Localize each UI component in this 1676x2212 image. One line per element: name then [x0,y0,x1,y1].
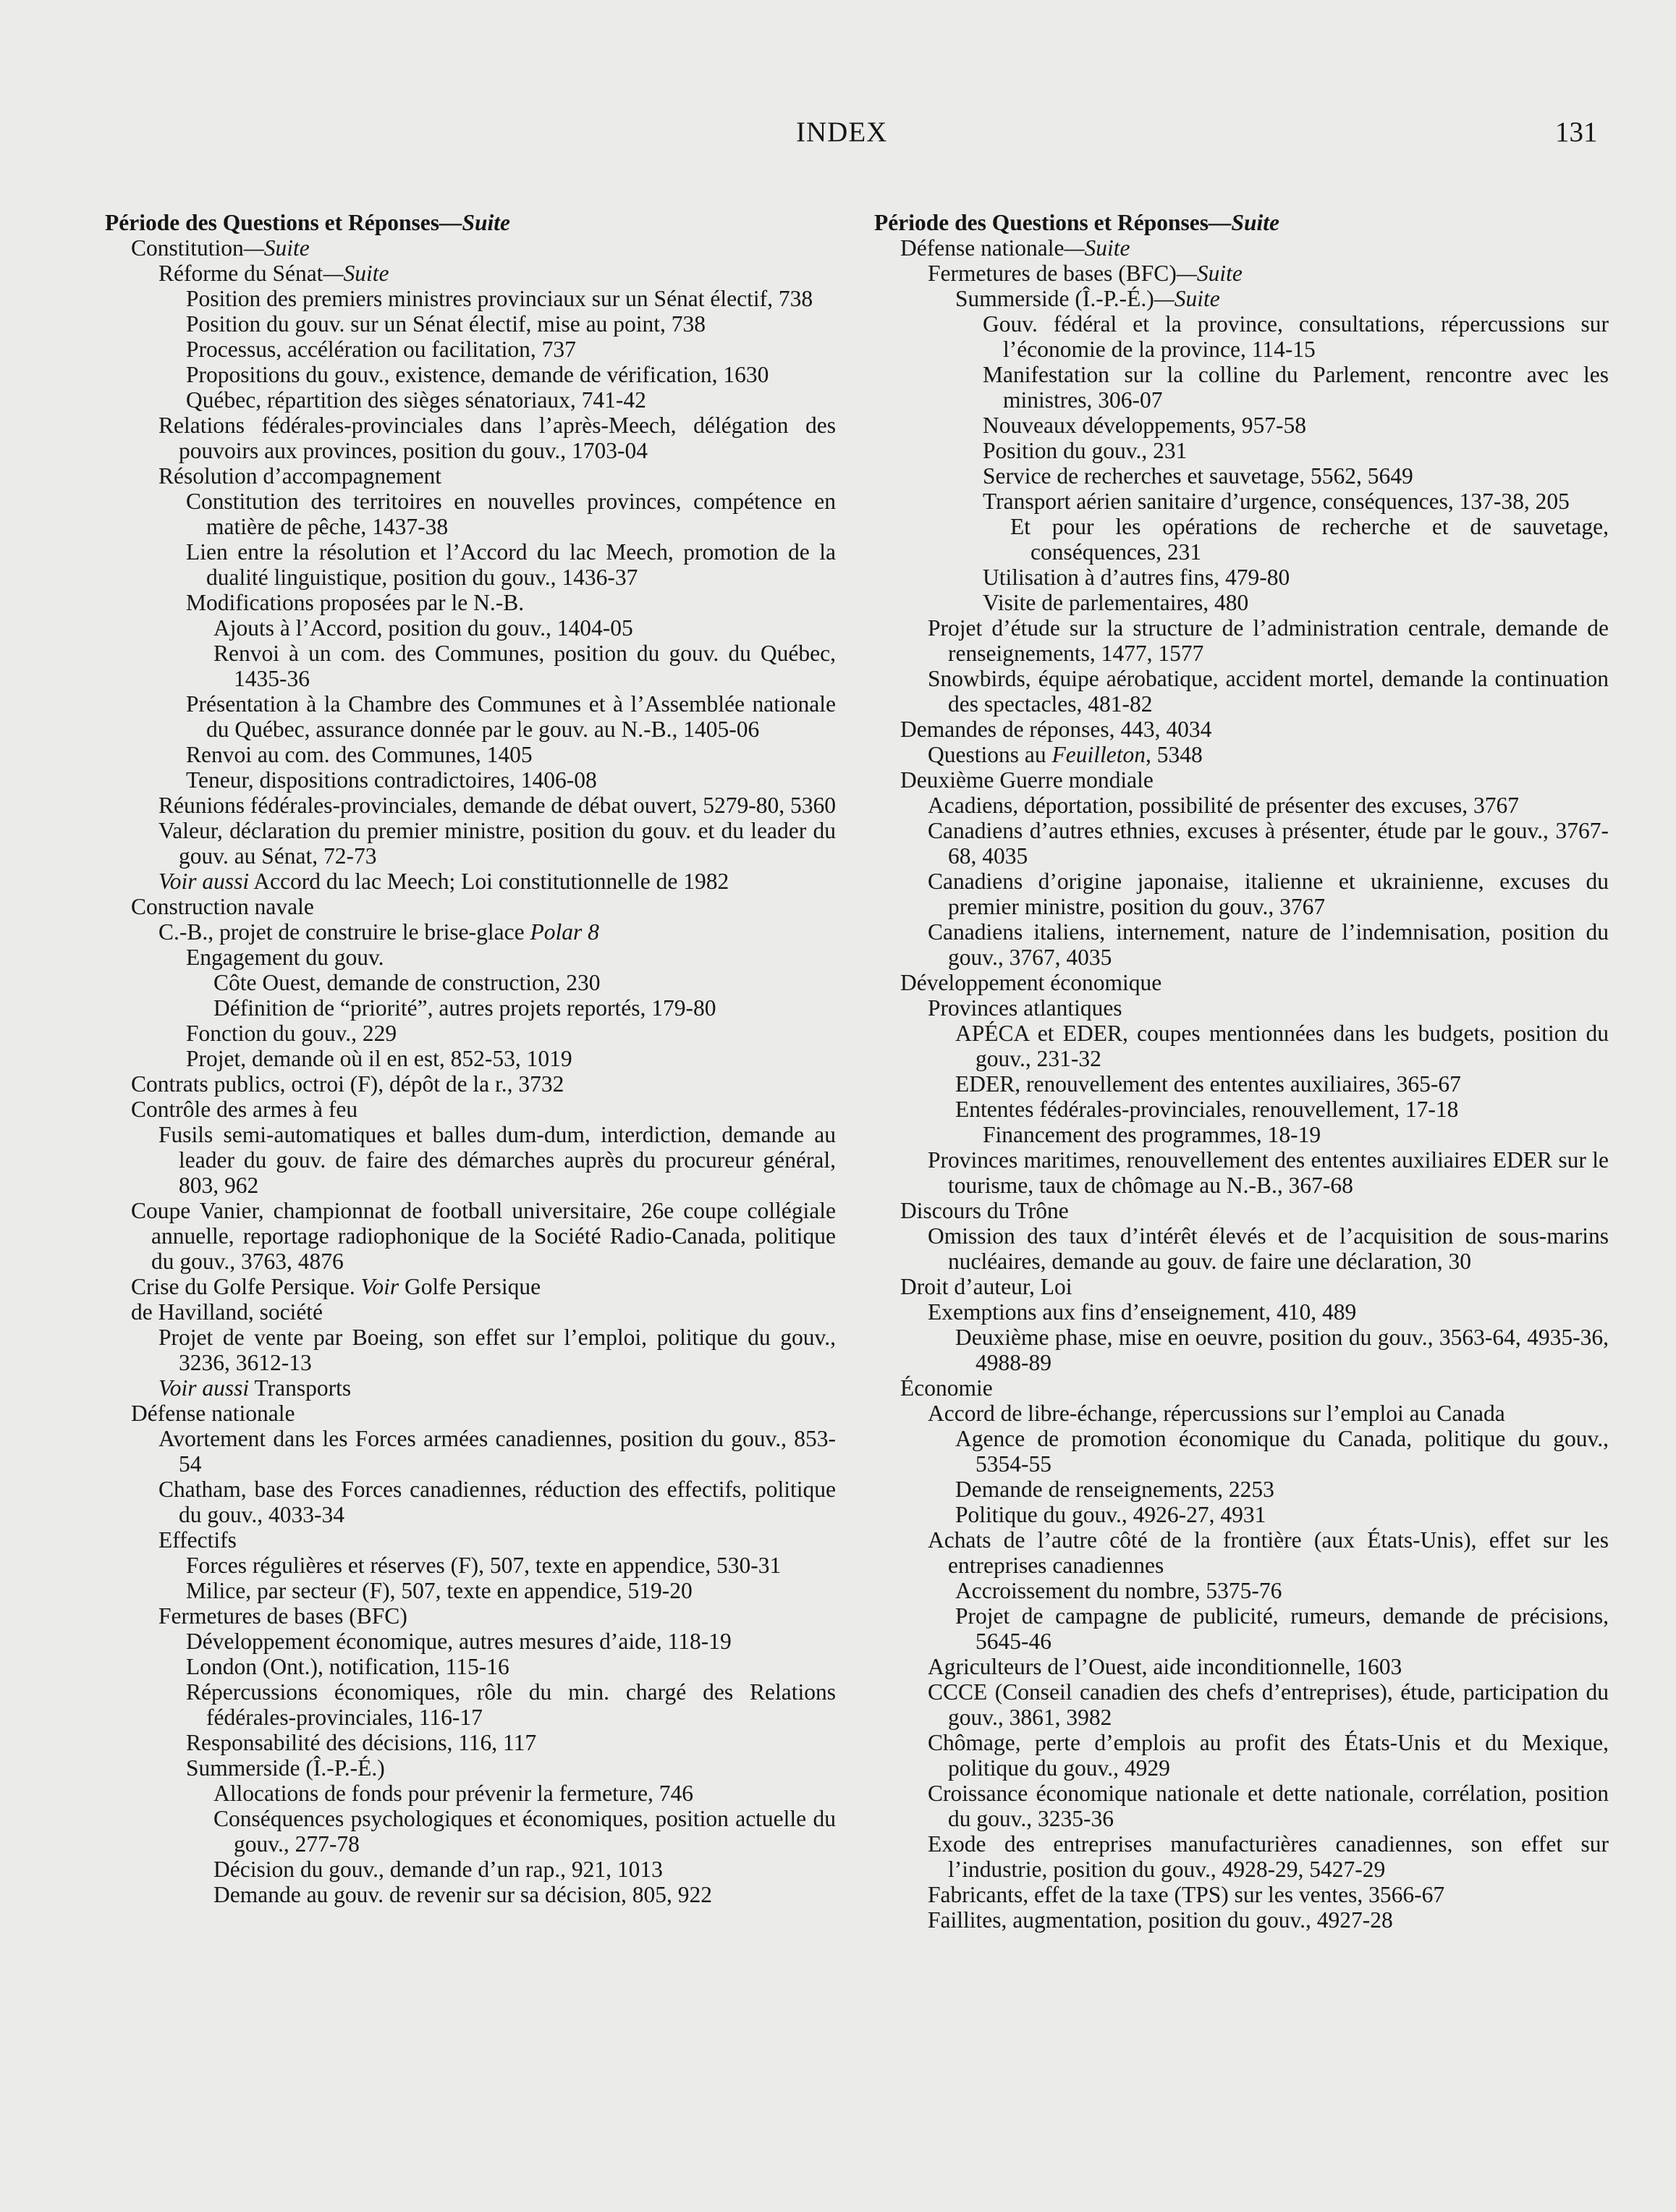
entry-text: Coupe Vanier, championnat de football universitaire, 26e coupe collégiale annuelle, reportage radiophonique de la Société Radio-Canada, politique du gouv., 3763, 4876 [131,1198,836,1274]
index-entry [874,1603,1609,1654]
index-entry [874,565,1609,590]
index-entry [874,1781,1609,1831]
index-entry [105,1654,836,1679]
entry-text: Contrôle des armes à feu [131,1097,358,1122]
entry-text: Provinces maritimes, renouvellement des ententes auxiliaires EDER sur le tourisme, taux de chômage au N.-B., 367-68 [928,1147,1609,1198]
index-entry [105,1781,836,1806]
entry-text: Questions au [928,742,1052,767]
index-entry [105,894,836,919]
index-entry [105,337,836,362]
index-entry [105,362,836,387]
entry-text: Constitution des territoires en nouvelles provinces, compétence en matière de pêche, 1437-38 [186,489,836,539]
entry-text: Canadiens d’origine japonaise, italienne et ukrainienne, excuses du premier ministre, position du gouv., 3767 [928,869,1609,919]
index-entry [874,1274,1609,1299]
index-entry [105,691,836,742]
entry-text: Position du gouv. sur un Sénat électif, mise au point, 738 [186,311,706,337]
index-entry [874,818,1609,869]
index-entry [105,1274,836,1299]
index-entry [874,717,1609,742]
index-entry [105,1071,836,1097]
entry-text: Financement des programmes, 18-19 [983,1122,1321,1147]
entry-text: Lien entre la résolution et l’Accord du lac Meech, promotion de la dualité linguistique, position du gouv., 1436-37 [186,539,836,590]
entry-text: Faillites, augmentation, position du gouv., 4927-28 [928,1907,1393,1933]
entry-text: London (Ont.), notification, 115-16 [186,1654,509,1679]
entry-text: Acadiens, déportation, possibilité de présenter des excuses, 3767 [928,793,1520,818]
index-entry [105,489,836,539]
entry-text: Fabricants, effet de la taxe (TPS) sur les ventes, 3566-67 [928,1882,1445,1907]
index-entry [874,1401,1609,1426]
entry-text: Et pour les opérations de recherche et de sauvetage, conséquences, 231 [1010,514,1609,565]
entry-text: Agence de promotion économique du Canada, politique du gouv., 5354-55 [955,1426,1609,1477]
entry-text: Processus, accélération ou facilitation, 737 [186,337,576,362]
entry-text: Renvoi au com. des Communes, 1405 [186,742,533,767]
entry-text: Discours du Trône [900,1198,1069,1223]
entry-text: Crise du Golfe Persique. [131,1274,361,1299]
entry-text: Contrats publics, octroi (F), dépôt de la r., 3732 [131,1071,564,1097]
index-entry [105,1882,836,1907]
entry-text: de Havilland, société [131,1299,323,1325]
entry-prefix: Voir aussi [158,1375,250,1401]
entry-text: Conséquences psychologiques et économiques, position actuelle du gouv., 277-78 [213,1806,836,1857]
entry-text: Nouveaux développements, 957-58 [983,413,1307,438]
index-entry [874,869,1609,919]
index-entry [874,1071,1609,1097]
entry-text: Fonction du gouv., 229 [186,1021,397,1046]
index-entry [105,1046,836,1071]
index-entry [105,615,836,641]
entry-suffix: —Suite [1176,261,1243,286]
entry-text: Provinces atlantiques [928,995,1122,1021]
running-header: INDEX [796,117,888,148]
index-entry [105,869,836,894]
index-entry [874,590,1609,615]
index-entry [874,311,1609,362]
entry-text: Exemptions aux fins d’enseignement, 410, 489 [928,1299,1357,1325]
entry-text: Période des Questions et Réponses [105,210,439,235]
index-entry [105,1299,836,1325]
index-entry [874,793,1609,818]
index-entry [874,615,1609,666]
entry-text: Politique du gouv., 4926-27, 4931 [955,1502,1266,1527]
index-entry [874,514,1609,565]
entry-text: Projet de vente par Boeing, son effet sur l’emploi, politique du gouv., 3236, 3612-13 [158,1325,836,1375]
index-entry [105,1122,836,1198]
index-entry [874,1679,1609,1730]
entry-text: Exode des entreprises manufacturières canadiennes, son effet sur l’industrie, position du gouv., 4928-29, 5427-29 [928,1831,1609,1882]
entry-text: Projet, demande où il en est, 852-53, 1019 [186,1046,572,1071]
index-entry [105,1755,836,1781]
entry-text: Summerside (Î.-P.-É.) [186,1755,385,1781]
entry-text: Définition de “priorité”, autres projets reportés, 179-80 [213,995,716,1021]
entry-text: Projet de campagne de publicité, rumeurs, demande de précisions, 5645-46 [955,1603,1609,1654]
entry-text: Engagement du gouv. [186,945,384,970]
entry-text: Agriculteurs de l’Ouest, aide inconditionnelle, 1603 [928,1654,1402,1679]
entry-text: Ententes fédérales-provinciales, renouvellement, 17-18 [955,1097,1459,1122]
entry-text: Summerside (Î.-P.-É.) [955,286,1154,311]
entry-text: Renvoi à un com. des Communes, position du gouv. du Québec, 1435-36 [213,641,836,691]
index-entry [105,1021,836,1046]
index-entry [874,1021,1609,1071]
index-entry [105,995,836,1021]
entry-text: Forces régulières et réserves (F), 507, texte en appendice, 530-31 [186,1553,782,1578]
index-entry [874,463,1609,489]
index-entry [874,919,1609,970]
index-entry [105,261,836,286]
index-entry [105,235,836,261]
entry-text: Économie [900,1375,993,1401]
entry-text: Côte Ouest, demande de construction, 230 [213,970,601,995]
index-entry [874,1097,1609,1122]
index-entry [105,413,836,463]
entry-suffix: —Suite [439,210,511,235]
entry-text: Canadiens d’autres ethnies, excuses à présenter, étude par le gouv., 3767-68, 4035 [928,818,1609,869]
index-entry [105,1097,836,1122]
index-entry [105,1730,836,1755]
entry-text: Demandes de réponses, 443, 4034 [900,717,1212,742]
entry-text: Snowbirds, équipe aérobatique, accident mortel, demande la continuation des spectacles, 481-82 [928,666,1609,717]
index-entry [874,1426,1609,1477]
entry-text: Fermetures de bases (BFC) [928,261,1177,286]
entry-text: Répercussions économiques, rôle du min. chargé des Relations fédérales-provinciales, 116-17 [186,1679,836,1730]
index-entry [105,1553,836,1578]
index-entry [874,1122,1609,1147]
index-entry [105,1857,836,1882]
entry-text: Service de recherches et sauvetage, 5562, 5649 [983,463,1413,489]
entry-text: Défense nationale [900,235,1065,261]
entry-text: Développement économique, autres mesures d’aide, 118-19 [186,1629,732,1654]
entry-text: Accord de libre-échange, répercussions sur l’emploi au Canada [928,1401,1505,1426]
entry-text: Position du gouv., 231 [983,438,1188,463]
index-entry [874,438,1609,463]
entry-text: Projet d’étude sur la structure de l’administration centrale, demande de renseignements, 1477, 1577 [928,615,1609,666]
entry-tail: , 5348 [1145,742,1203,767]
entry-text: Fermetures de bases (BFC) [158,1603,407,1629]
entry-text: Responsabilité des décisions, 116, 117 [186,1730,537,1755]
entry-suffix: —Suite [1064,235,1130,261]
index-entry [874,1831,1609,1882]
index-entry [874,1907,1609,1933]
entry-text: Québec, répartition des sièges sénatoriaux, 741-42 [186,387,646,413]
index-entry [105,1679,836,1730]
index-entry [874,1299,1609,1325]
index-entry [105,641,836,691]
entry-text: Chômage, perte d’emplois au profit des États-Unis et du Mexique, politique du gouv., 4929 [928,1730,1609,1781]
entry-text: Canadiens italiens, internement, nature de l’indemnisation, position du gouv., 3767, 4035 [928,919,1609,970]
index-entry [874,1882,1609,1907]
index-entry [874,767,1609,793]
index-entry [105,1806,836,1857]
entry-suffix: —Suite [1208,210,1280,235]
entry-text: APÉCA et EDER, coupes mentionnées dans les budgets, position du gouv., 231-32 [955,1021,1609,1071]
entry-text: Visite de parlementaires, 480 [983,590,1249,615]
index-entry [874,1578,1609,1603]
entry-text: C.-B., projet de construire le brise-glace [158,919,530,945]
index-entry [105,818,836,869]
entry-text: Allocations de fonds pour prévenir la fermeture, 746 [213,1781,694,1806]
entry-text: Transports [249,1375,352,1401]
index-entry [874,489,1609,514]
index-entry [874,1375,1609,1401]
entry-text: Décision du gouv., demande d’un rap., 921, 1013 [213,1857,663,1882]
index-entry [105,311,836,337]
entry-text: Demande au gouv. de revenir sur sa décision, 805, 922 [213,1882,713,1907]
entry-text: Teneur, dispositions contradictoires, 1406-08 [186,767,597,793]
entry-text: CCCE (Conseil canadien des chefs d’entreprises), étude, participation du gouv., 3861, 3982 [928,1679,1609,1730]
index-entry [105,793,836,818]
index-entry [874,362,1609,413]
entry-text: Valeur, déclaration du premier ministre, position du gouv. et du leader du gouv. au Sénat, 72-73 [158,818,836,869]
index-entry [874,413,1609,438]
entry-suffix: Voir [360,1274,399,1299]
index-entry [105,539,836,590]
entry-text: Résolution d’accompagnement [158,463,442,489]
index-entry [874,261,1609,286]
entry-suffix: Feuilleton [1051,742,1146,767]
index-entry [874,1527,1609,1578]
index-entry [105,1198,836,1274]
entry-text: Modifications proposées par le N.-B. [186,590,525,615]
index-column-right [874,210,1609,1933]
index-entry [874,970,1609,995]
entry-suffix: —Suite [243,235,310,261]
index-entry [105,1603,836,1629]
index-entry [874,742,1609,767]
entry-text: Achats de l’autre côté de la frontière (aux États-Unis), effet sur les entreprises canadiennes [928,1527,1609,1578]
entry-text: Constitution [131,235,244,261]
entry-text: Chatham, base des Forces canadiennes, réduction des effectifs, politique du gouv., 4033-34 [158,1477,836,1527]
index-entry [105,1426,836,1477]
entry-text: Deuxième phase, mise en oeuvre, position du gouv., 3563-64, 4935-36, 4988-89 [955,1325,1609,1375]
index-entry [105,945,836,970]
index-entry [105,1578,836,1603]
entry-text: Propositions du gouv., existence, demande de vérification, 1630 [186,362,769,387]
index-entry [874,1325,1609,1375]
entry-text: Réunions fédérales-provinciales, demande de débat ouvert, 5279-80, 5360 [158,793,836,818]
entry-text: Réforme du Sénat [158,261,323,286]
entry-text: Accroissement du nombre, 5375-76 [955,1578,1282,1603]
entry-text: EDER, renouvellement des ententes auxiliaires, 365-67 [955,1071,1461,1097]
entry-text: Omission des taux d’intérêt élevés et de l’acquisition de sous-marins nucléaires, demande au gouv. de faire une déclaration, 30 [928,1223,1609,1274]
entry-text: Période des Questions et Réponses [874,210,1209,235]
index-entry [105,1401,836,1426]
index-entry [105,1629,836,1654]
entry-text: Transport aérien sanitaire d’urgence, conséquences, 137-38, 205 [983,489,1570,514]
entry-text: Présentation à la Chambre des Communes et à l’Assemblée nationale du Québec, assurance donnée par le gouv. au N.-B., 1405-06 [186,691,836,742]
index-entry [105,1527,836,1553]
entry-text: Gouv. fédéral et la province, consultations, répercussions sur l’économie de la province, 114-15 [983,311,1609,362]
index-entry [105,286,836,311]
index-heading [874,210,1609,235]
entry-text: Position des premiers ministres provinciaux sur un Sénat électif, 738 [186,286,813,311]
index-entry [874,286,1609,311]
entry-text: Milice, par secteur (F), 507, texte en appendice, 519-20 [186,1578,693,1603]
entry-text: Ajouts à l’Accord, position du gouv., 1404-05 [213,615,633,641]
index-entry [874,666,1609,717]
index-entry [105,970,836,995]
index-column-left [105,210,836,1907]
entry-text: Manifestation sur la colline du Parlement, rencontre avec les ministres, 306-07 [983,362,1609,413]
index-entry [105,590,836,615]
entry-prefix: Voir aussi [158,869,250,894]
page-number: 131 [1555,117,1598,148]
index-entry [105,767,836,793]
index-entry [105,387,836,413]
entry-text: Demande de renseignements, 2253 [955,1477,1274,1502]
entry-text: Effectifs [158,1527,237,1553]
index-entry [105,919,836,945]
index-entry [874,1477,1609,1502]
entry-text: Construction navale [131,894,314,919]
entry-text: Relations fédérales-provinciales dans l’après-Meech, délégation des pouvoirs aux provinces, position du gouv., 1703-04 [158,413,836,463]
index-entry [874,1730,1609,1781]
index-entry [105,463,836,489]
index-entry [105,742,836,767]
index-heading [105,210,836,235]
entry-text: Utilisation à d’autres fins, 479-80 [983,565,1290,590]
entry-suffix: Polar 8 [530,919,599,945]
entry-tail: Golfe Persique [399,1274,541,1299]
entry-text: Développement économique [900,970,1162,995]
index-entry [874,1147,1609,1198]
entry-text: Deuxième Guerre mondiale [900,767,1154,793]
entry-text: Défense nationale [131,1401,295,1426]
index-entry [874,1223,1609,1274]
index-entry [105,1375,836,1401]
entry-suffix: —Suite [1154,286,1220,311]
index-entry [874,1502,1609,1527]
entry-text: Accord du lac Meech; Loi constitutionnelle de 1982 [249,869,729,894]
index-entry [105,1325,836,1375]
entry-suffix: —Suite [323,261,389,286]
entry-text: Avortement dans les Forces armées canadiennes, position du gouv., 853-54 [158,1426,836,1477]
index-entry [874,1198,1609,1223]
entry-text: Croissance économique nationale et dette nationale, corrélation, position du gouv., 3235-36 [928,1781,1609,1831]
index-entry [105,1477,836,1527]
entry-text: Droit d’auteur, Loi [900,1274,1072,1299]
index-entry [874,995,1609,1021]
entry-text: Fusils semi-automatiques et balles dum-dum, interdiction, demande au leader du gouv. de faire des démarches auprès du procureur général, 803, 962 [158,1122,836,1198]
index-entry [874,235,1609,261]
index-entry [874,1654,1609,1679]
